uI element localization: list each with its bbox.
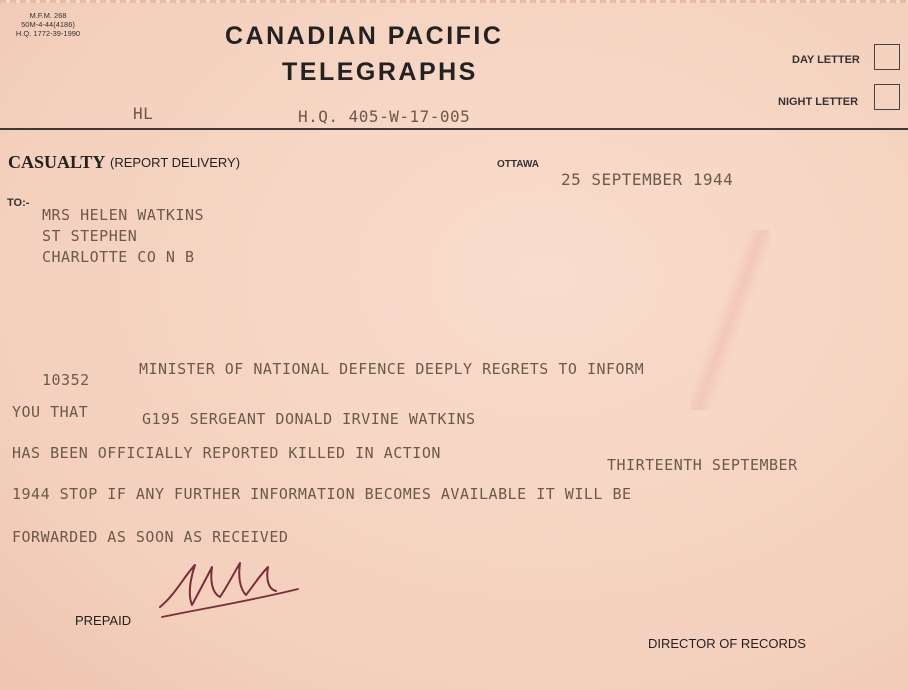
- header-divider: [0, 128, 908, 130]
- routing-code: HL: [133, 104, 154, 123]
- message-line: MINISTER OF NATIONAL DEFENCE DEEPLY REGRETS TO INFORM: [139, 360, 645, 378]
- form-code-line: H.Q. 1772-39-1990: [15, 29, 81, 38]
- recipient-name: MRS HELEN WATKINS: [42, 206, 205, 224]
- to-label: TO:-: [7, 197, 30, 209]
- delivery-note: (REPORT DELIVERY): [110, 155, 241, 170]
- message-line: G195 SERGEANT DONALD IRVINE WATKINS: [142, 410, 476, 428]
- recipient-town: ST STEPHEN: [42, 227, 138, 245]
- message-line: 1944 STOP IF ANY FURTHER INFORMATION BECOMES AVAILABLE IT WILL BE: [12, 485, 632, 503]
- company-service: TELEGRAPHS: [282, 58, 478, 86]
- night-letter-checkbox[interactable]: [874, 84, 900, 110]
- paper-stain: [690, 230, 770, 410]
- message-line: FORWARDED AS SOON AS RECEIVED: [12, 528, 289, 546]
- handwritten-signature: [150, 545, 310, 625]
- company-name: CANADIAN PACIFIC: [225, 22, 504, 50]
- message-type: CASUALTY: [8, 152, 106, 172]
- night-letter-label: NIGHT LETTER: [778, 96, 859, 108]
- message-number: 10352: [42, 371, 90, 389]
- message-line: THIRTEENTH SEPTEMBER: [607, 456, 798, 474]
- message-date: 25 SEPTEMBER 1944: [561, 170, 734, 189]
- day-letter-label: DAY LETTER: [792, 54, 860, 66]
- form-code: [8, 11, 88, 38]
- message-line: HAS BEEN OFFICIALLY REPORTED KILLED IN ACTION: [12, 444, 441, 462]
- form-code-line: 50M-4-44(4186): [21, 20, 75, 29]
- prepaid-label: PREPAID: [75, 613, 132, 628]
- reference-number: H.Q. 405-W-17-005: [298, 107, 471, 126]
- recipient-county: CHARLOTTE CO N B: [42, 248, 195, 266]
- origin-label: OTTAWA: [497, 159, 540, 170]
- torn-edge: [0, 0, 908, 3]
- day-letter-checkbox[interactable]: [874, 44, 900, 70]
- form-code-line: M.F.M. 268: [29, 11, 67, 20]
- director-label: DIRECTOR OF RECORDS: [648, 636, 806, 651]
- message-line: YOU THAT: [12, 403, 89, 421]
